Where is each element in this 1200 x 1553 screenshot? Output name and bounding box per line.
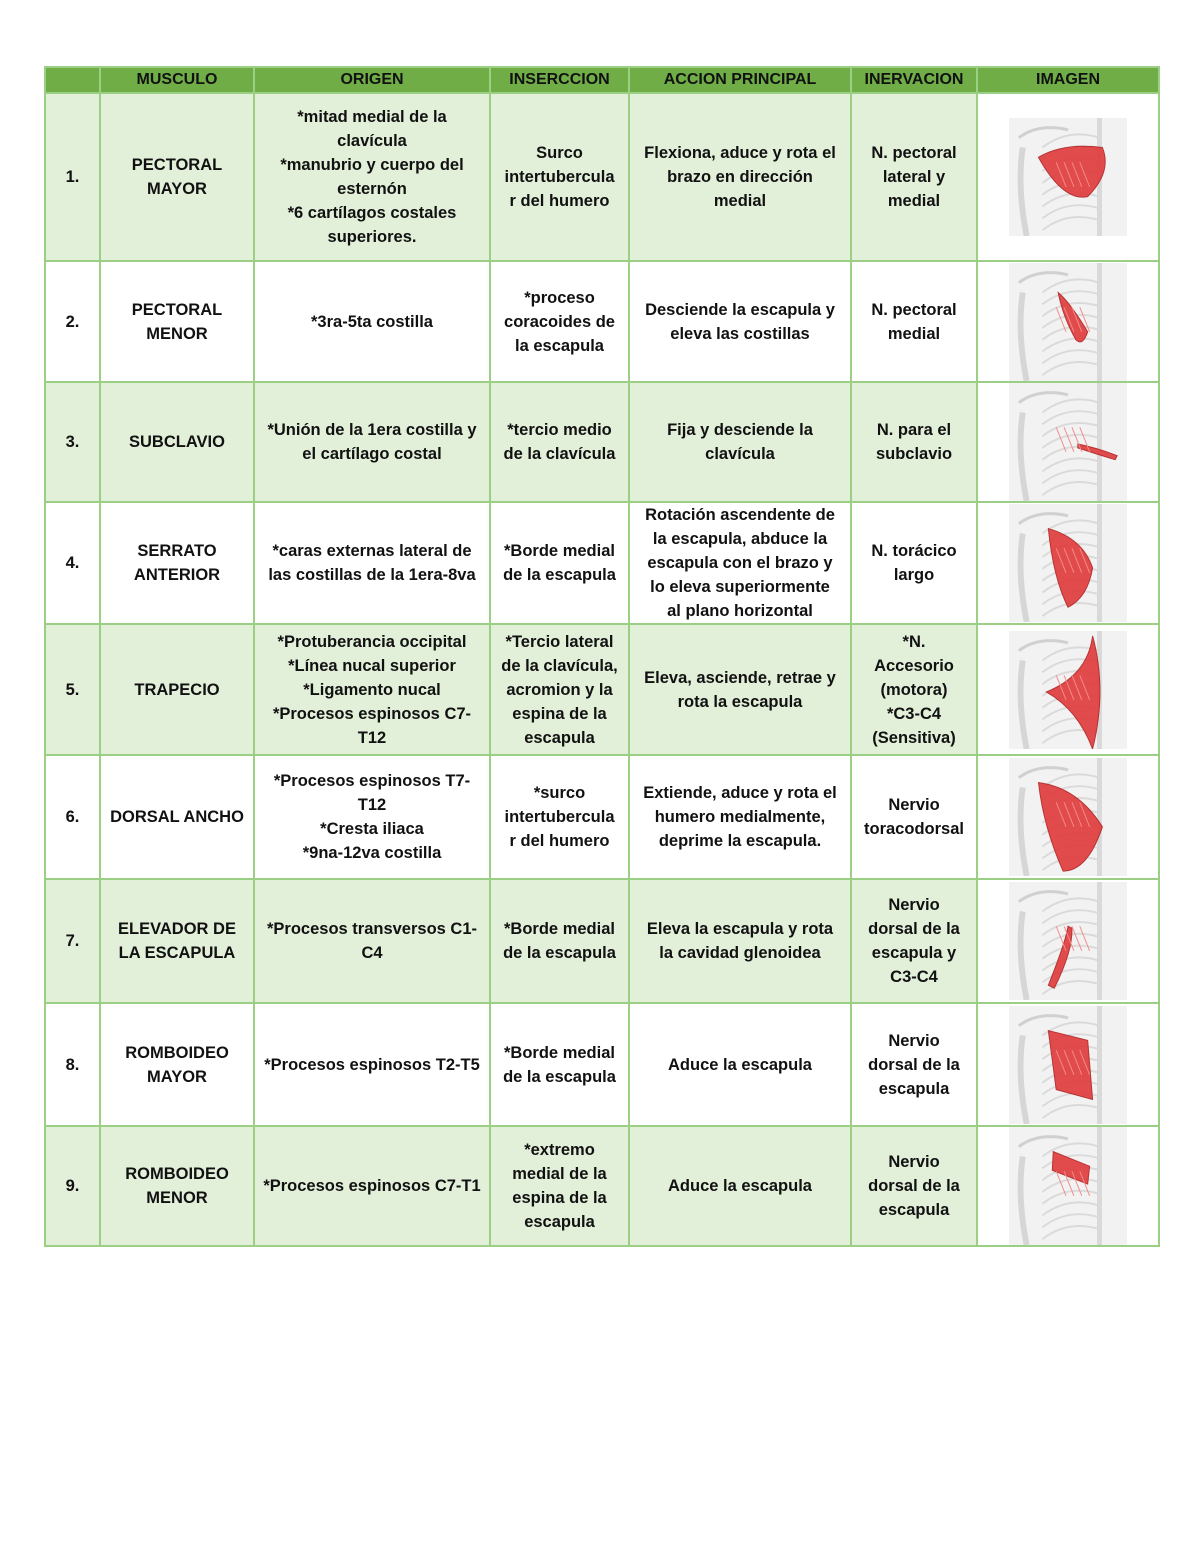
action-cell: [629, 1003, 851, 1126]
insertion-cell-line: escapula: [524, 1213, 595, 1231]
innervation-cell-line: (motora): [880, 680, 948, 699]
origin-cell: [254, 261, 490, 382]
muscle-name-cell-line: SUBCLAVIO: [129, 433, 225, 451]
action-cell-line: escapula con el brazo y: [647, 554, 833, 572]
insertion-cell-line: intertubercula: [504, 808, 615, 826]
muscle-name-cell-line: SERRATO: [137, 542, 217, 560]
insertion-cell-line: de la escapula: [503, 566, 616, 584]
action-cell-line: Eleva la escapula y rota: [646, 920, 834, 938]
insertion-cell-line: intertubercula: [504, 168, 615, 186]
insertion-cell-line: r del humero: [509, 192, 610, 210]
origin-cell-line: *6 cartílagos costales: [287, 204, 457, 222]
latissimus-dorsi-illustration: [1009, 758, 1127, 876]
insertion-cell-line: medial de la: [512, 1165, 607, 1183]
origin-cell-line: T12: [357, 728, 387, 747]
origin-cell-line: superiores.: [327, 228, 417, 246]
muscle-name-cell-line: MENOR: [146, 324, 208, 343]
insertion-cell: [490, 1126, 629, 1246]
muscle-name-cell-line: MENOR: [146, 1189, 208, 1207]
row-number: 8.: [45, 1003, 100, 1126]
action-cell-line: al plano horizontal: [667, 602, 813, 620]
innervation-cell-line: escapula y: [871, 944, 957, 962]
innervation-cell-line: dorsal de la: [868, 920, 960, 938]
insertion-cell: [490, 879, 629, 1003]
row-number: 2.: [45, 261, 100, 382]
origin-cell: [254, 624, 490, 755]
origin-cell-line: *manubrio y cuerpo del: [280, 156, 464, 174]
levator-scapulae-illustration: [1009, 882, 1127, 1000]
insertion-cell: [490, 502, 629, 624]
table-row: [45, 879, 1159, 1003]
innervation-cell-line: dorsal de la: [868, 1177, 960, 1195]
origin-cell-line: T12: [357, 796, 387, 814]
action-cell-line: humero medialmente,: [654, 808, 826, 826]
muscle-name-cell-line: TRAPECIO: [134, 680, 220, 699]
innervation-cell-line: Nervio: [888, 1031, 940, 1050]
image-cell: [977, 624, 1159, 755]
action-cell-line: brazo en dirección: [667, 168, 813, 186]
origin-cell-line: *9na-12va costilla: [302, 844, 442, 862]
origin-cell-line: esternón: [337, 180, 407, 198]
action-cell-line: eleva las costillas: [670, 324, 810, 343]
innervation-cell-line: *C3-C4: [886, 704, 942, 723]
pectoral-minor-illustration: [1009, 263, 1127, 381]
innervation-cell: [851, 1003, 977, 1126]
innervation-cell-line: toracodorsal: [864, 820, 964, 838]
muscle-name-cell-line: MAYOR: [147, 1067, 207, 1086]
innervation-cell: [851, 755, 977, 879]
insertion-cell-line: coracoides de: [504, 312, 615, 331]
origin-cell-line: clavícula: [337, 132, 407, 150]
trapezius-illustration: [1009, 631, 1127, 749]
action-cell-line: Flexiona, aduce y rota el: [644, 144, 836, 162]
action-cell: [629, 755, 851, 879]
row-number: 4.: [45, 502, 100, 624]
row-number: 7.: [45, 879, 100, 1003]
row-number: 5.: [45, 624, 100, 755]
header-muscle: MUSCULO: [100, 67, 254, 93]
muscle-name-cell: [100, 93, 254, 261]
origin-cell-line: *Procesos espinosos C7-: [272, 704, 472, 723]
origin-cell: [254, 382, 490, 502]
innervation-cell-line: escapula: [878, 1201, 950, 1219]
image-cell: [977, 261, 1159, 382]
action-cell: [629, 382, 851, 502]
origin-cell: [254, 1126, 490, 1246]
table-body: [45, 93, 1159, 1246]
origin-cell: [254, 502, 490, 624]
image-cell: [977, 879, 1159, 1003]
muscle-name-cell: [100, 879, 254, 1003]
innervation-cell-line: C3-C4: [890, 968, 938, 986]
action-cell: [629, 879, 851, 1003]
insertion-cell: [490, 93, 629, 261]
origin-cell: [254, 1003, 490, 1126]
muscle-name-cell: [100, 1003, 254, 1126]
pectoral-major-illustration: [1009, 118, 1127, 236]
insertion-cell-line: de la escapula: [503, 1067, 616, 1086]
innervation-cell: [851, 1126, 977, 1246]
action-cell-line: Eleva, asciende, retrae y: [644, 668, 836, 687]
origin-cell-line: *Cresta iliaca: [320, 820, 424, 838]
origin-cell-line: *Línea nucal superior: [288, 656, 456, 675]
insertion-cell-line: *tercio medio: [507, 421, 612, 439]
innervation-cell-line: escapula: [878, 1079, 950, 1098]
innervation-cell-line: largo: [893, 566, 935, 584]
insertion-cell-line: de la clavícula: [503, 445, 616, 463]
origin-cell-line: *Protuberancia occipital: [277, 632, 467, 651]
table-row: [45, 261, 1159, 382]
action-cell-line: deprime la escapula.: [658, 832, 822, 850]
image-cell: [977, 502, 1159, 624]
origin-cell-line: el cartílago costal: [302, 445, 442, 463]
action-cell-line: Rotación ascendente de: [645, 506, 835, 524]
muscle-name-cell-line: ROMBOIDEO: [125, 1165, 229, 1183]
action-cell-line: medial: [713, 192, 767, 210]
action-cell-line: rota la escapula: [677, 692, 803, 711]
insertion-cell-line: espina de la: [512, 1189, 607, 1207]
innervation-cell-line: Accesorio: [874, 656, 954, 675]
table-row: [45, 624, 1159, 755]
header-row: [45, 67, 1159, 93]
muscle-name-cell-line: ELEVADOR DE: [118, 920, 236, 938]
insertion-cell-line: *Borde medial: [504, 1043, 615, 1062]
innervation-cell-line: medial: [887, 324, 941, 343]
table-row: [45, 1003, 1159, 1126]
header-number: [45, 67, 100, 93]
action-cell-line: Aduce la escapula: [668, 1177, 812, 1195]
innervation-cell-line: dorsal de la: [868, 1055, 960, 1074]
muscle-name-cell: [100, 502, 254, 624]
header-image: IMAGEN: [977, 67, 1159, 93]
insertion-cell-line: de la escapula: [503, 944, 616, 962]
insertion-cell-line: escapula: [524, 728, 595, 747]
origin-cell-line: *Procesos espinosos T2-T5: [264, 1055, 480, 1074]
insertion-cell-line: la escapula: [515, 336, 604, 355]
insertion-cell: [490, 382, 629, 502]
innervation-cell-line: N. para el: [876, 421, 952, 439]
origin-cell-line: las costillas de la 1era-8va: [268, 566, 476, 584]
action-cell: [629, 624, 851, 755]
insertion-cell-line: r del humero: [509, 832, 610, 850]
insertion-cell: [490, 1003, 629, 1126]
rhomboid-minor-illustration: [1009, 1127, 1127, 1245]
header-innervation: INERVACION: [851, 67, 977, 93]
insertion-cell-line: de la clavícula,: [501, 656, 618, 675]
action-cell: [629, 1126, 851, 1246]
row-number: 9.: [45, 1126, 100, 1246]
origin-cell-line: *caras externas lateral de: [272, 542, 472, 560]
innervation-cell-line: N. pectoral: [871, 144, 957, 162]
origin-cell: [254, 879, 490, 1003]
subclavius-illustration: [1009, 383, 1127, 501]
action-cell-line: Aduce la escapula: [668, 1055, 812, 1074]
innervation-cell: [851, 502, 977, 624]
insertion-cell: [490, 624, 629, 755]
row-number: 1.: [45, 93, 100, 261]
action-cell-line: Extiende, aduce y rota el: [643, 784, 837, 802]
action-cell: [629, 502, 851, 624]
innervation-cell: [851, 93, 977, 261]
origin-cell: [254, 93, 490, 261]
origin-cell-line: *Unión de la 1era costilla y: [267, 421, 477, 439]
header-origin: ORIGEN: [254, 67, 490, 93]
innervation-cell-line: N. pectoral: [871, 300, 957, 319]
table-row: [45, 382, 1159, 502]
row-number: 3.: [45, 382, 100, 502]
action-cell-line: la escapula, abduce la: [652, 530, 828, 548]
origin-cell-line: *Procesos espinosos C7-T1: [263, 1177, 481, 1195]
muscle-name-cell: [100, 624, 254, 755]
origin-cell-line: C4: [361, 944, 383, 962]
muscle-name-cell-line: LA ESCAPULA: [118, 944, 236, 962]
muscle-name-cell: [100, 261, 254, 382]
innervation-cell: [851, 261, 977, 382]
innervation-cell-line: (Sensitiva): [872, 728, 956, 747]
insertion-cell-line: *extremo: [524, 1141, 595, 1159]
insertion-cell-line: Surco: [536, 144, 583, 162]
action-cell: [629, 261, 851, 382]
origin-cell-line: *Procesos transversos C1-: [266, 920, 478, 938]
origin-cell: [254, 755, 490, 879]
header-action: ACCION PRINCIPAL: [629, 67, 851, 93]
origin-cell-line: *mitad medial de la: [297, 108, 447, 126]
action-cell-line: Desciende la escapula y: [645, 300, 835, 319]
origin-cell-line: *Procesos espinosos T7-: [273, 772, 471, 790]
muscle-name-cell-line: PECTORAL: [131, 300, 223, 319]
insertion-cell-line: *surco: [533, 784, 586, 802]
muscle-table: [44, 66, 1160, 1247]
insertion-cell-line: *Borde medial: [504, 920, 615, 938]
insertion-cell-line: *Borde medial: [504, 542, 615, 560]
image-cell: [977, 93, 1159, 261]
muscle-name-cell-line: PECTORAL: [131, 156, 223, 174]
insertion-cell: [490, 755, 629, 879]
innervation-cell: [851, 382, 977, 502]
header-insertion: INSERCCION: [490, 67, 629, 93]
serratus-anterior-illustration: [1009, 504, 1127, 622]
insertion-cell-line: *proceso: [524, 288, 595, 307]
image-cell: [977, 1003, 1159, 1126]
muscle-name-cell: [100, 1126, 254, 1246]
table-row: [45, 755, 1159, 879]
muscle-name-cell-line: ROMBOIDEO: [125, 1043, 229, 1062]
muscle-name-cell-line: ANTERIOR: [133, 566, 221, 584]
innervation-cell: [851, 624, 977, 755]
innervation-cell-line: *N.: [902, 632, 926, 651]
muscle-name-cell: [100, 382, 254, 502]
table-row: [45, 1126, 1159, 1246]
insertion-cell-line: acromion y la: [506, 680, 613, 699]
innervation-cell-line: medial: [887, 192, 941, 210]
image-cell: [977, 1126, 1159, 1246]
image-cell: [977, 382, 1159, 502]
innervation-cell: [851, 879, 977, 1003]
innervation-cell-line: Nervio: [888, 796, 940, 814]
rhomboid-major-illustration: [1009, 1006, 1127, 1124]
image-cell: [977, 755, 1159, 879]
insertion-cell: [490, 261, 629, 382]
innervation-cell-line: subclavio: [875, 445, 953, 463]
table-row: [45, 502, 1159, 624]
action-cell-line: la cavidad glenoidea: [659, 944, 821, 962]
action-cell: [629, 93, 851, 261]
row-number: 6.: [45, 755, 100, 879]
table-row: [45, 93, 1159, 261]
action-cell-line: clavícula: [705, 445, 775, 463]
innervation-cell-line: Nervio: [888, 1153, 940, 1171]
origin-cell-line: *3ra-5ta costilla: [311, 312, 433, 331]
innervation-cell-line: N. torácico: [871, 542, 957, 560]
action-cell-line: lo eleva superiormente: [650, 578, 830, 596]
innervation-cell-line: Nervio: [888, 896, 940, 914]
muscle-name-cell: [100, 755, 254, 879]
insertion-cell-line: *Tercio lateral: [505, 632, 614, 651]
muscle-name-cell-line: MAYOR: [147, 180, 207, 198]
innervation-cell-line: lateral y: [882, 168, 946, 186]
action-cell-line: Fija y desciende la: [667, 421, 813, 439]
insertion-cell-line: espina de la: [512, 704, 607, 723]
muscle-name-cell-line: DORSAL ANCHO: [110, 808, 244, 826]
origin-cell-line: *Ligamento nucal: [303, 680, 441, 699]
